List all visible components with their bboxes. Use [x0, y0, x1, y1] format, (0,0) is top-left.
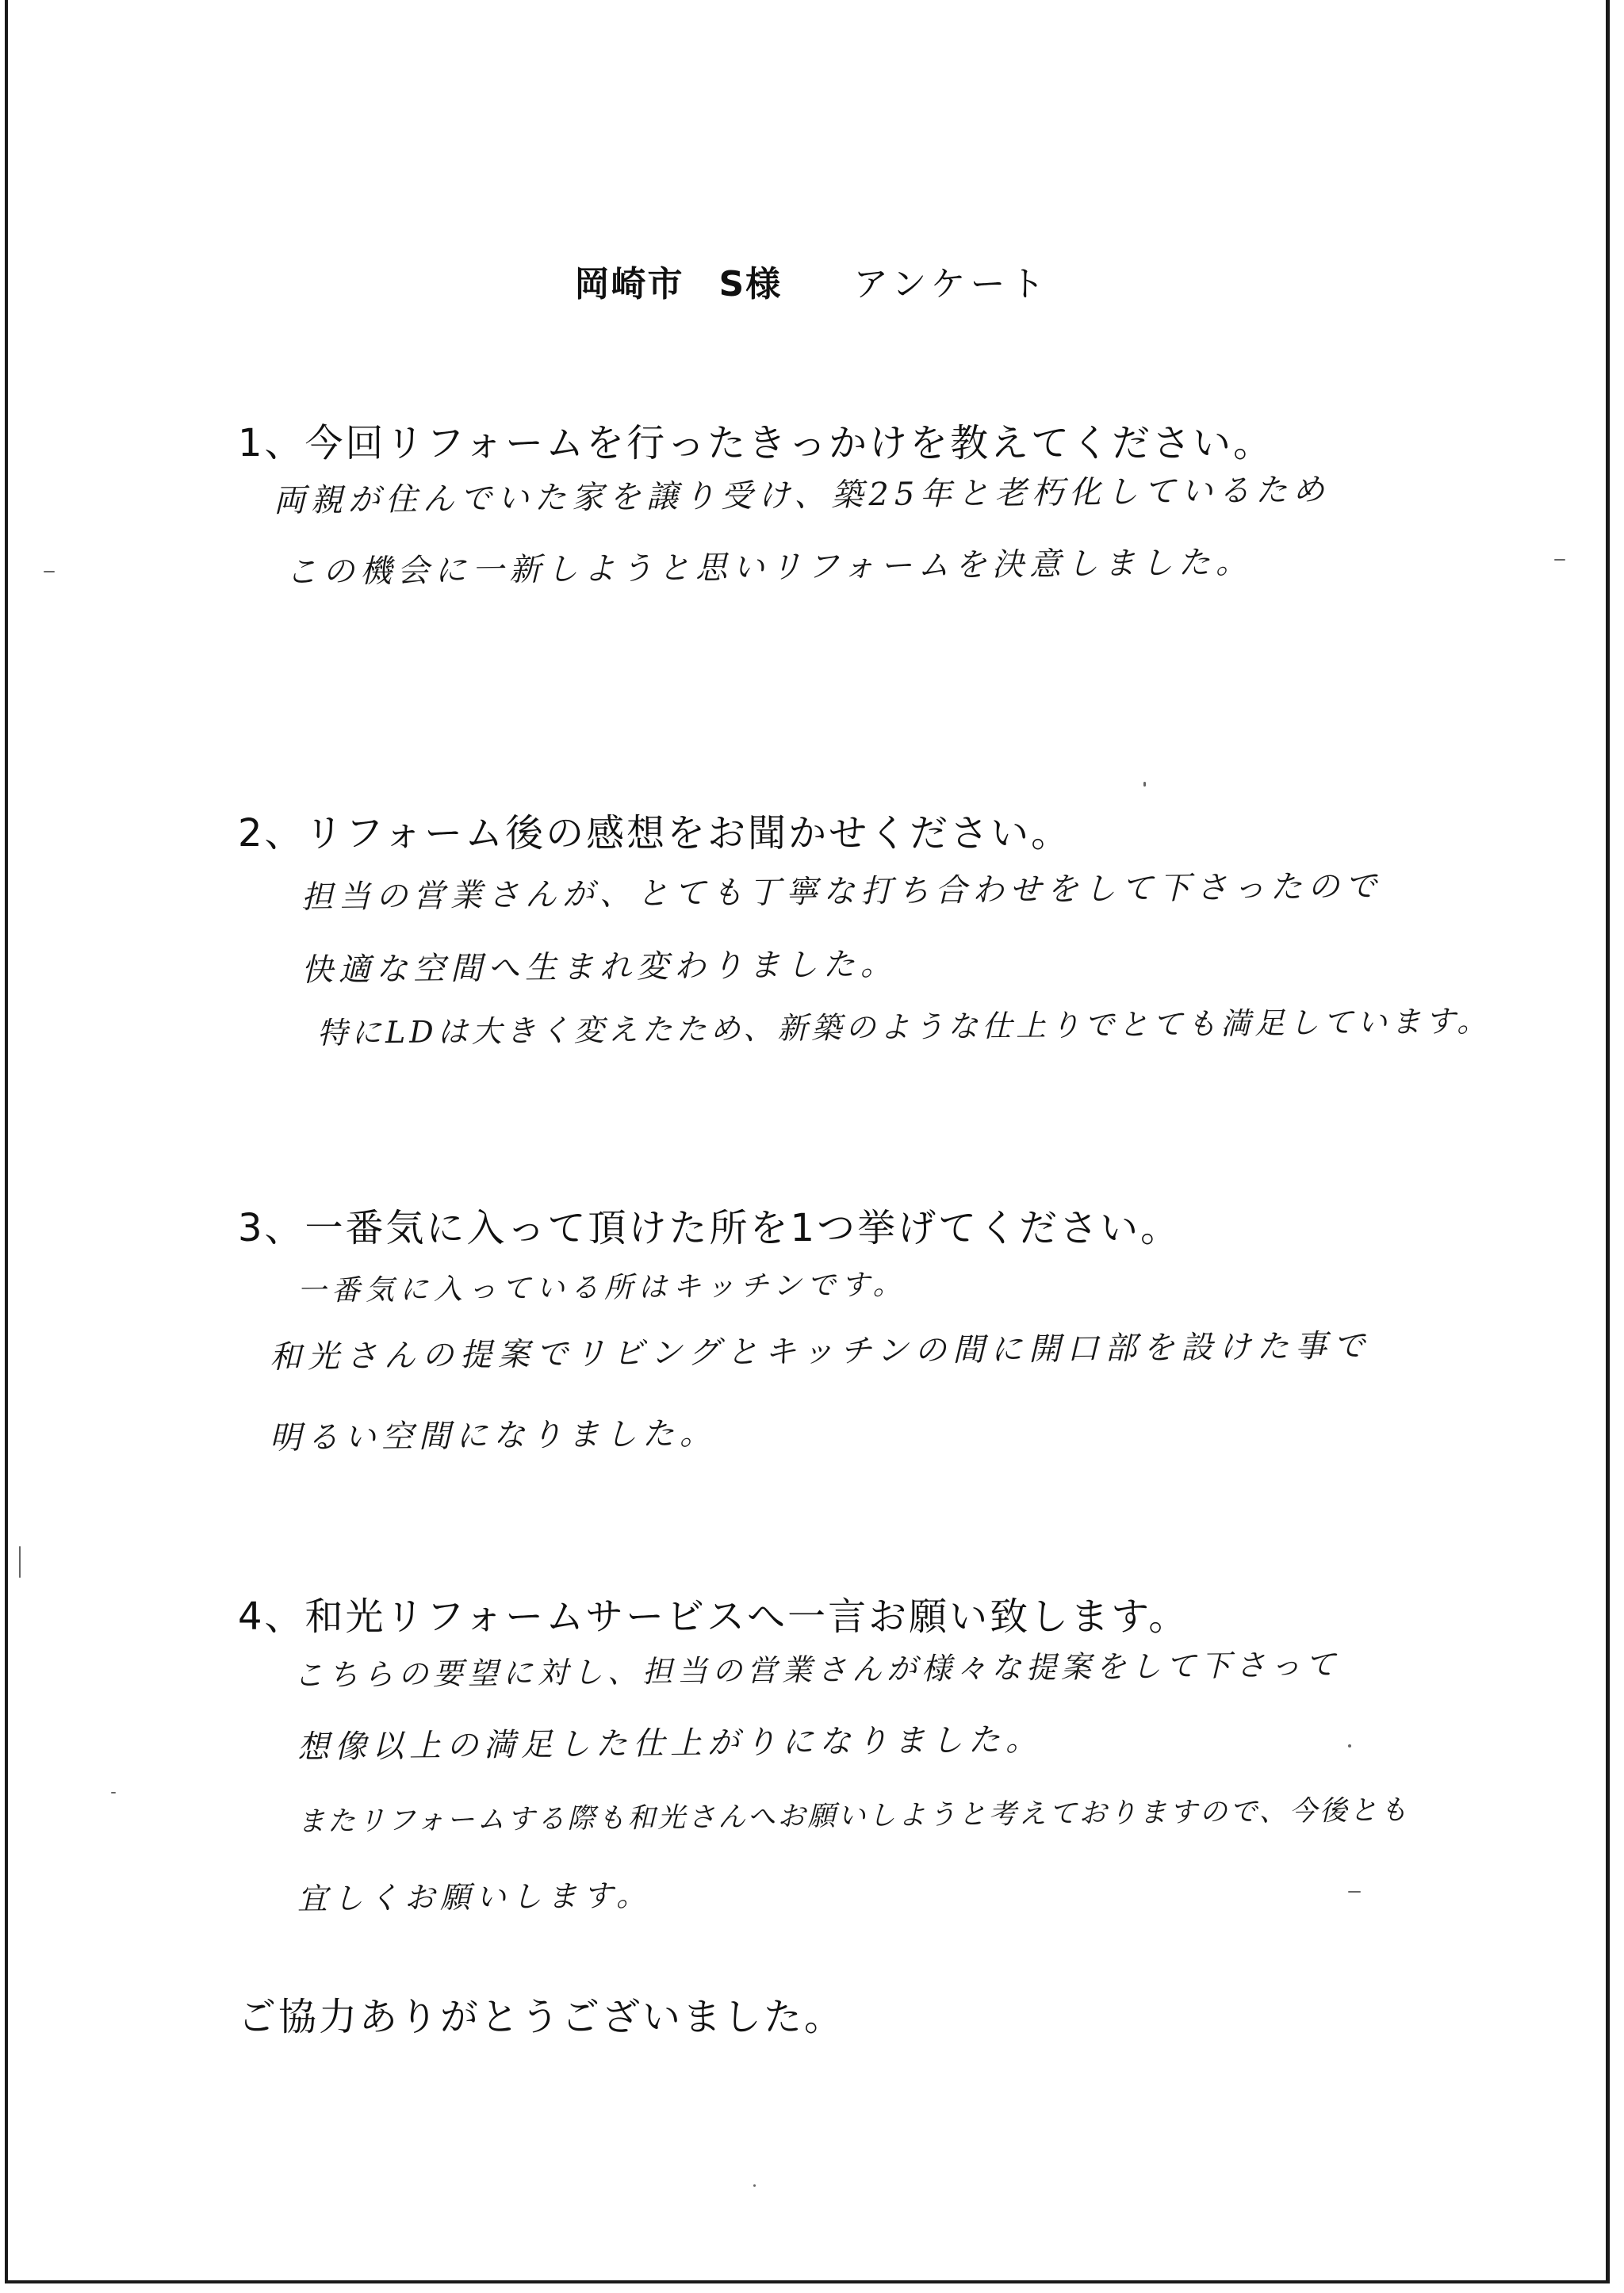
scan-speck — [1348, 1744, 1351, 1748]
answer-2-line-2: 快適な空間へ生まれ変わりました。 — [301, 946, 898, 989]
page-border — [5, 0, 1610, 2283]
answer-4-line-2: 想像以上の満足した仕上がりになりました。 — [297, 1721, 1044, 1766]
question-1: 1、今回リフォームを行ったきっかけを教えてください。 — [238, 421, 1274, 465]
scan-speck — [19, 1546, 21, 1578]
scan-speck — [1143, 782, 1146, 787]
answer-3-line-1: 一番気に入っている所はキッチンです。 — [297, 1268, 907, 1307]
title-customer-name: S様 — [718, 264, 783, 304]
question-3: 3、一番気に入って頂けた所を1つ挙げてください。 — [238, 1206, 1182, 1250]
answer-4-line-1: こちらの要望に対し、担当の営業さんが様々な提案をして下さって — [293, 1647, 1341, 1693]
answer-3-line-3: 明るい空間になりました。 — [269, 1415, 718, 1457]
answer-2-line-3: 特にLDは大きく変えたため、新築のような仕上りでとても満足しています。 — [316, 1003, 1492, 1051]
answer-1-line-1: 両親が住んでいた家を譲り受け、築25年と老朽化しているため — [273, 472, 1331, 519]
closing-thanks: ご協力ありがとうございました。 — [238, 1995, 845, 2039]
scan-speck — [753, 2184, 756, 2187]
question-4: 4、和光リフォームサービスへ一言お願い致します。 — [238, 1594, 1189, 1639]
question-2: 2、リフォーム後の感想をお聞かせください。 — [238, 811, 1072, 856]
answer-3-line-2: 和光さんの提案でリビングとキッチンの間に開口部を設けた事で — [269, 1327, 1372, 1376]
scan-speck — [1348, 1891, 1361, 1893]
answer-4-line-3: またリフォームする際も和光さんへお願いしようと考えておりますので、今後とも — [297, 1794, 1411, 1838]
scan-speck — [111, 1792, 116, 1793]
answer-4-line-4: 宜しくお願いします。 — [297, 1878, 653, 1916]
scan-speck — [44, 571, 55, 572]
survey-title — [0, 255, 1624, 306]
answer-1-line-2: この機会に一新しようと思いリフォームを決意しました。 — [285, 544, 1254, 591]
title-city: 岡崎市 — [574, 264, 684, 304]
title-survey-label: アンケート — [853, 264, 1050, 304]
answer-2-line-1: 担当の営業さんが、とても丁寧な打ち合わせをして下さったので — [301, 867, 1383, 916]
scan-speck — [1554, 559, 1565, 561]
